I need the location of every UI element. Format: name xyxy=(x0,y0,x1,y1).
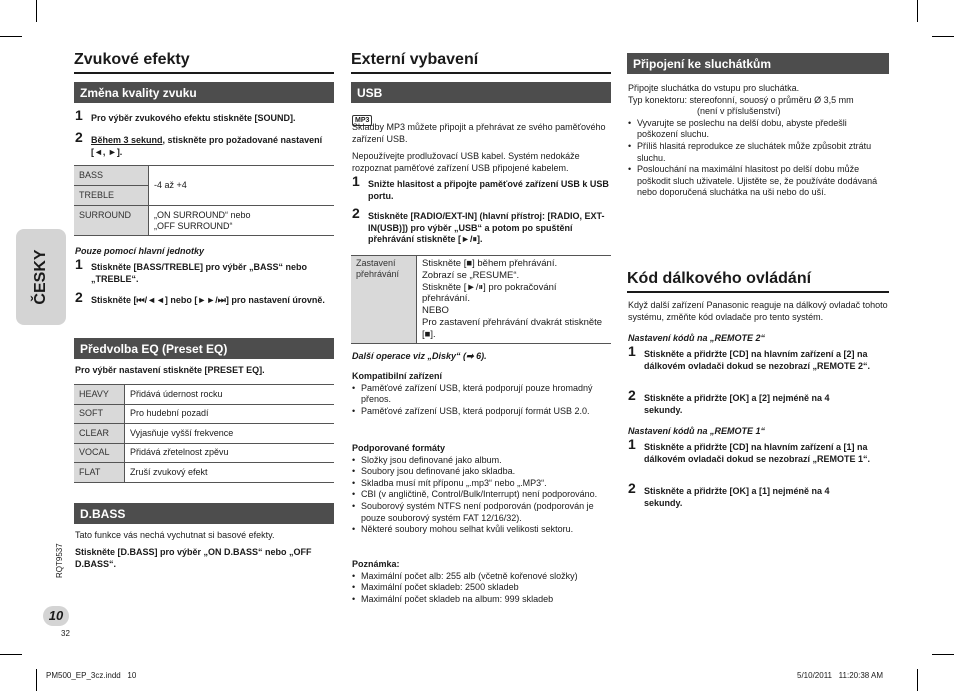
sound-quality-table xyxy=(74,165,334,236)
crop-mark xyxy=(932,36,954,37)
subsection-bar-preset-eq: Předvolba EQ (Preset EQ) xyxy=(74,338,334,359)
table-row: CLEAR Vyjasňuje vyšší frekvence xyxy=(74,424,334,444)
section-title-remote-code: Kód dálkového ovládání xyxy=(627,270,812,287)
remote1-step-2: 2 Stiskněte a přidržte [OK] a [1] nejméně na 4 sekundy. xyxy=(628,480,830,508)
list-item: • Skladba musí mít příponu „.mp3“ nebo „.MP3“. xyxy=(352,478,610,490)
section-title-sound-effects: Zvukové efekty xyxy=(74,51,190,68)
crop-mark xyxy=(932,654,954,655)
table-row: SURROUND „ON SURROUND“ nebo „OFF SURROUND“ xyxy=(74,206,334,236)
step-1: 1 Pro výběr zvukového efektu stiskněte [SOUND]. xyxy=(75,107,296,123)
compatible-devices: Kompatibilní zařízení • Paměťové zařízení USB, která podporují pouze hromadný přenos. • Paměťové zařízení USB, která podporují formát USB 2.0. xyxy=(352,371,610,417)
list-item: • Příliš hlasitá reprodukce ze sluchátek může způsobit ztrátu sluchu. xyxy=(628,141,888,164)
title-rule xyxy=(627,291,889,293)
remote2-step-1: 1 Stiskněte a přidržte [CD] na hlavním zařízení a [2] na dálkovém ovladači dokud se nezobrazí „REMOTE 2“. xyxy=(628,343,871,371)
list-item: • CBI (v angličtině, Control/Bulk/Interrupt) není podporováno. xyxy=(352,489,610,501)
section-title-external: Externí vybavení xyxy=(351,51,479,68)
table-row: TREBLE xyxy=(74,186,334,206)
supported-formats: Podporované formáty • Složky jsou definované jako album. • Soubory jsou definované jako skladba. • Skladba musí mít příponu „.mp3“ nebo „.MP3“. • CBI (v angličtině, Control/Bulk/Interrupt) není podporováno. • Souborový systém NTFS není podporován (podporován je pouze souborový systém FAT 12/16/32). • Některé soubory mohou selhat kvůli velikosti sektoru. xyxy=(352,443,610,536)
subsection-bar-sound-quality: Změna kvality zvuku xyxy=(74,82,334,103)
step-2: 2 Během 3 sekund, stiskněte pro požadované nastavení [◄, ►]. xyxy=(75,129,323,157)
usb-paragraph-1: Skladby MP3 můžete připojit a přehrávat ze svého paměťového zařízení USB. xyxy=(352,122,606,144)
crop-mark xyxy=(36,669,37,691)
list-item: • Vyvarujte se poslechu na delší dobu, abyste předešli poškození sluchu. xyxy=(628,118,888,141)
crop-mark xyxy=(0,654,22,655)
list-item: • Paměťové zařízení USB, která podporují formát USB 2.0. xyxy=(352,406,610,418)
language-tab xyxy=(16,229,66,325)
list-item: • Poslouchání na maximální hlasitost po delší dobu může poškodit sluch uživatele. Ujistěte se, že používáte dodávaná nebo doporučená sluchátka na uši nebo do uší. xyxy=(628,164,888,199)
headphones-text: Připojte sluchátka do vstupu pro sluchátka. Typ konektoru: stereofonní, souosý o průměru Ø 3,5 mm (není v příslušenství) • Vyvarujte se poslechu na delší dobu, abyste předešli poškození sluchu. • Příliš hlasitá reprodukce ze sluchátek může způsobit ztrátu sluchu. • Poslouchání na maximální hlasitost po delší dobu může poškodit sluch uživatele. Ujistěte se, že používáte dodávaná nebo doporučená sluchátka na uši nebo do uší. xyxy=(628,83,888,199)
page-number: 10 xyxy=(43,606,69,626)
table-row: VOCAL Přidává zřetelnost zpěvu xyxy=(74,443,334,463)
more-operations-note: Další operace viz „Disky“ (➡ 6). xyxy=(352,351,487,361)
subsection-bar-headphones: Připojení ke sluchátkům xyxy=(627,53,889,74)
footer-file: PM500_EP_3cz.indd 10 xyxy=(46,671,137,680)
page-sub-number: 32 xyxy=(61,629,70,638)
remote-intro: Když další zařízení Panasonic reaguje na dálkový ovladač tohoto systému, změňte kód ovladače pro tento systém. xyxy=(628,300,888,322)
dbass-instruction: Stiskněte [D.BASS] pro výběr „ON D.BASS“ nebo „OFF D.BASS“. xyxy=(75,547,312,569)
crop-mark xyxy=(36,0,37,22)
list-item: • Složky jsou definované jako album. xyxy=(352,455,610,467)
usb-step-2: 2 Stiskněte [RADIO/EXT-IN] (hlavní přístroj: [RADIO, EXT-IN(USB)]) pro výběr „USB“ a potom po spuštění přehrávání stiskněte [►/⏸]. xyxy=(352,205,605,244)
crop-mark xyxy=(0,36,22,37)
remote2-step-2: 2 Stiskněte a přidržte [OK] a [2] nejméně na 4 sekundy. xyxy=(628,387,830,415)
usb-notes: Poznámka: • Maximální počet alb: 255 alb (včetně kořenové složky) • Maximální počet skladeb: 2500 skladeb • Maximální počet skladeb na album: 999 skladeb xyxy=(352,559,610,605)
list-item: • Maximální počet skladeb na album: 999 skladeb xyxy=(352,594,610,606)
subsection-bar-dbass: D.BASS xyxy=(74,503,334,524)
step-2-level: 2 Stiskněte [⏮/◄◄] nebo [►►/⏭] pro nastavení úrovně. xyxy=(75,289,325,305)
subsection-bar-usb: USB xyxy=(351,82,611,103)
footer-timestamp: 5/10/2011 11:20:38 AM xyxy=(797,671,883,680)
title-rule xyxy=(351,72,611,74)
doc-code: RQT9537 xyxy=(55,543,64,578)
remote2-heading: Nastavení kódů na „REMOTE 2“ xyxy=(628,333,766,343)
step-1-bass-treble: 1 Stiskněte [BASS/TREBLE] pro výběr „BASS“ nebo „TREBLE“. xyxy=(75,256,308,284)
list-item: • Paměťové zařízení USB, která podporují pouze hromadný přenos. xyxy=(352,383,610,406)
list-item: • Některé soubory mohou selhat kvůli velikosti sektoru. xyxy=(352,524,610,536)
usb-paragraph-2: Nepoužívejte prodlužovací USB kabel. Systém nedokáže rozpoznat paměťové zařízení USB připojené kabelem. xyxy=(352,151,580,173)
main-unit-note: Pouze pomocí hlavní jednotky xyxy=(75,246,205,256)
crop-mark xyxy=(917,669,918,691)
title-rule xyxy=(74,72,334,74)
list-item: • Souborový systém NTFS není podporován (podporován je pouze souborový systém FAT 12/16/32). xyxy=(352,501,610,524)
preset-eq-intro: Pro výběr nastavení stiskněte [PRESET EQ]. xyxy=(75,365,265,375)
list-item: • Soubory jsou definované jako skladba. xyxy=(352,466,610,478)
dbass-text: Tato funkce vás nechá vychutnat si basové efekty. xyxy=(75,530,275,540)
mp3-badge: MP3 xyxy=(352,109,372,127)
remote1-step-1: 1 Stiskněte a přidržte [CD] na hlavním zařízení a [1] na dálkovém ovladači dokud se nezobrazí „REMOTE 1“. xyxy=(628,436,871,464)
table-row: SOFT Pro hudební pozadí xyxy=(74,404,334,424)
preset-eq-table xyxy=(74,384,334,483)
language-tab-label: ČESKY xyxy=(32,249,49,305)
table-row: FLAT Zruší zvukový efekt xyxy=(74,463,334,483)
list-item: • Maximální počet skladeb: 2500 skladeb xyxy=(352,582,610,594)
table-row: BASS -4 až +4 xyxy=(74,166,334,186)
usb-stop-table xyxy=(351,255,611,344)
list-item: • Maximální počet alb: 255 alb (včetně kořenové složky) xyxy=(352,571,610,583)
crop-mark xyxy=(917,0,918,22)
usb-step-1: 1 Snižte hlasitost a připojte paměťové zařízení USB k USB portu. xyxy=(352,173,609,201)
remote1-heading: Nastavení kódů na „REMOTE 1“ xyxy=(628,426,766,436)
table-row: HEAVY Přidává údernost rocku xyxy=(74,385,334,405)
table-row: Zastavení přehrávání Stiskněte [■] během přehrávání. Zobrazí se „RESUME“. Stiskněte [►/⏸] pro pokračování přehrávání. NEBO Pro zastavení přehrávání dvakrát stiskněte [■]. xyxy=(351,256,611,344)
